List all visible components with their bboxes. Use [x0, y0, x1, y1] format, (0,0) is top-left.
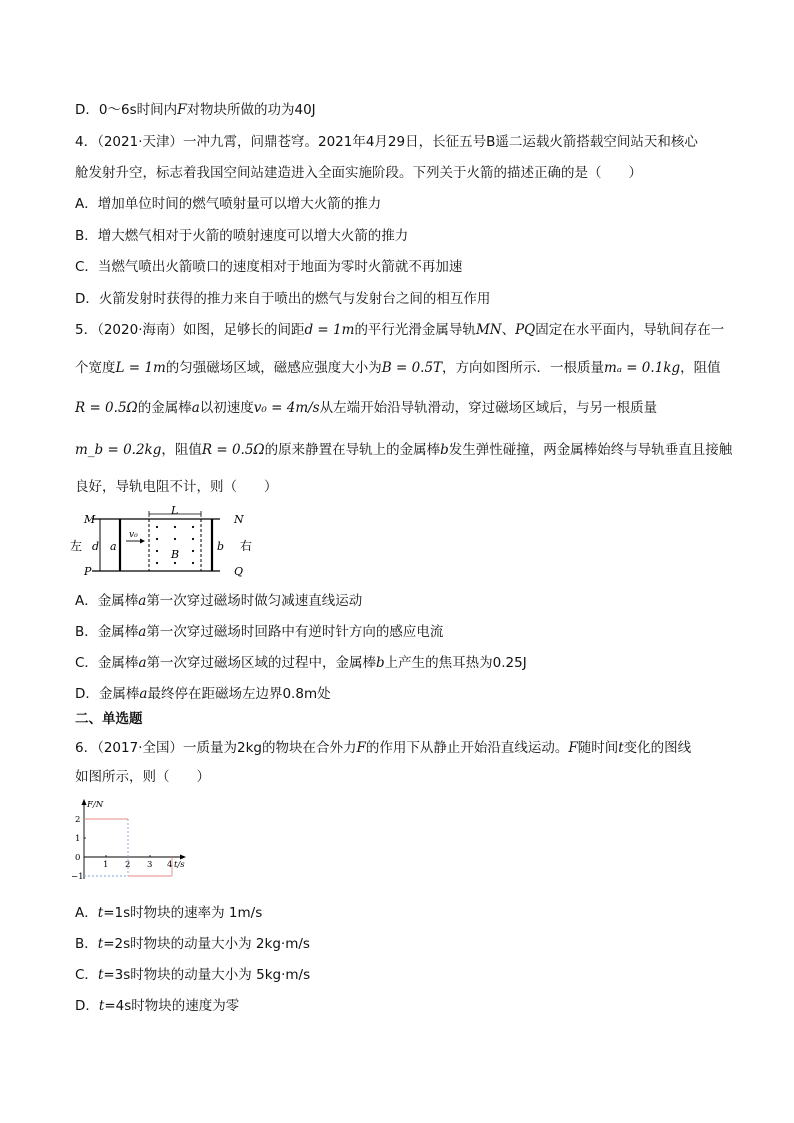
q6-option-a	[75, 903, 262, 923]
var: t	[618, 740, 624, 756]
x-axis-label: t/s	[174, 860, 185, 870]
q5-rail-diagram	[70, 505, 270, 585]
var: t	[97, 936, 104, 952]
q4-option-a: A．增加单位时间的燃气喷射量可以增大火箭的推力	[75, 196, 382, 212]
text: 上产生的焦耳热为0.25J	[384, 655, 527, 671]
var: a	[138, 624, 147, 640]
text: 的匀强磁场区域，磁感应强度大小为	[165, 360, 382, 376]
q5-option-a	[75, 591, 362, 611]
x-tick-label: 2	[125, 860, 131, 870]
text: =1s时物块的速率为 1m/s	[103, 905, 263, 921]
text: 的金属棒	[137, 400, 192, 416]
var: PQ	[515, 322, 536, 338]
formula: B = 0.5T	[381, 360, 443, 376]
q5-stem-line4	[75, 440, 732, 460]
text: =4s时物块的速度为零	[104, 998, 240, 1014]
var: a	[191, 400, 200, 416]
text: 5．（2020·海南）如图，足够长的间距	[75, 322, 305, 338]
y-tick-label: 2	[75, 815, 81, 825]
text: B．金属棒	[75, 624, 139, 640]
q6-option-c	[75, 965, 310, 985]
text: 以初速度	[199, 400, 254, 416]
q5-stem-line2	[75, 358, 721, 378]
text: 第一次穿过磁场时做匀减速直线运动	[146, 593, 363, 609]
text: 的平行光滑金属导轨	[354, 322, 476, 338]
text: C．金属棒	[75, 655, 139, 671]
y-arrow	[82, 799, 87, 805]
q5-stem-line1	[75, 320, 724, 340]
label-a: a	[110, 540, 117, 553]
q6-force-time-graph	[70, 797, 200, 889]
var: F	[356, 740, 366, 756]
formula: R = 0.5Ω	[75, 400, 138, 416]
section-title: 二、单选题	[75, 711, 143, 727]
formula: R = 0.5Ω	[201, 442, 265, 458]
q5-stem-line5: 良好，导轨电阻不计，则（ ）	[75, 479, 278, 495]
formula: m_b = 0.2kg	[75, 442, 162, 458]
q6-option-d	[75, 996, 239, 1016]
var: a	[138, 593, 147, 609]
text: 第一次穿过磁场时回路中有逆时针方向的感应电流	[146, 624, 444, 640]
var: F	[568, 740, 578, 756]
option-text: 0～6s时间内	[98, 102, 178, 118]
text: B．	[75, 936, 98, 952]
formula: v₀ = 4m/s	[253, 400, 320, 416]
text: 最终停在距磁场左边界0.8m处	[147, 686, 331, 702]
y-tick-label: −1	[71, 872, 84, 882]
text: 发生弹性碰撞，两金属棒始终与导轨垂直且接触	[448, 442, 733, 458]
text: ，阻值	[161, 442, 202, 458]
text: 变化的图线	[623, 740, 692, 756]
q5-option-d	[75, 684, 331, 704]
text: A．金属棒	[75, 593, 139, 609]
label-n: N	[234, 513, 244, 526]
option-label: D．	[75, 102, 99, 118]
q4-stem-line1: 4．（2021·天津）一冲九霄，问鼎苍穹。2021年4月29日，长征五号B遥二运载火箭搭载空间站天和核心	[75, 134, 698, 150]
text: 从左端开始沿导轨滑动，穿过磁场区域后，与另一根质量	[319, 400, 658, 416]
label-p: P	[84, 565, 92, 578]
y-tick-label: 1	[75, 834, 81, 844]
text: 6．（2017·全国）一质量为2kg的物块在合外力	[75, 740, 357, 756]
var: t	[97, 905, 104, 921]
text: =2s时物块的动量大小为 2kg·m/s	[103, 936, 310, 952]
text: A．	[75, 905, 98, 921]
q3-option-d	[75, 100, 316, 120]
x-arrow	[180, 855, 186, 860]
text: 随时间	[577, 740, 619, 756]
text: =3s时物块的动量大小为 5kg·m/s	[103, 967, 311, 983]
var: a	[138, 655, 147, 671]
v0-arrowhead	[140, 539, 145, 544]
text: D．	[75, 998, 99, 1014]
label-m: M	[84, 513, 96, 526]
text: 的作用下从静止开始沿直线运动。	[365, 740, 569, 756]
label-l: L	[171, 505, 179, 517]
label-right: 右	[240, 539, 253, 553]
q5-stem-line3	[75, 398, 657, 418]
formula: d = 1m	[304, 322, 355, 338]
q4-stem-line2: 舱发射升空，标志着我国空间站建造进入全面实施阶段。下列关于火箭的描述正确的是（ ）	[75, 165, 642, 181]
q6-stem-line1	[75, 738, 691, 758]
var: a	[139, 686, 148, 702]
label-field-b: B	[171, 548, 180, 561]
y-axis-label: F/N	[87, 800, 104, 810]
text: C．	[75, 967, 98, 983]
label-b: b	[217, 540, 225, 553]
formula: mₐ = 0.1kg	[604, 360, 681, 376]
var: MN	[475, 322, 502, 338]
label-q: Q	[234, 565, 244, 578]
text: 固定在水平面内，导轨间存在一	[535, 322, 725, 338]
label-d: d	[92, 540, 100, 553]
text: ，阻值	[680, 360, 721, 376]
q6-option-b	[75, 934, 310, 954]
q6-stem-line2: 如图所示，则（ ）	[75, 769, 210, 785]
option-text: 对物块所做的功为40J	[186, 102, 316, 118]
var-F: F	[177, 102, 187, 118]
text: 个宽度	[75, 360, 116, 376]
q5-option-c	[75, 653, 527, 673]
text: ，方向如图所示．一根质量	[442, 360, 605, 376]
label-v0: v₀	[129, 530, 138, 540]
q4-option-c: C．当燃气喷出火箭喷口的速度相对于地面为零时火箭就不再加速	[75, 259, 463, 275]
text: 、	[501, 322, 516, 338]
var: b	[440, 442, 449, 458]
text: 第一次穿过磁场区域的过程中，金属棒	[146, 655, 376, 671]
label-left: 左	[70, 539, 83, 553]
var: t	[97, 967, 104, 983]
text: 的原来静置在导轨上的金属棒	[264, 442, 441, 458]
text: D．金属棒	[75, 686, 140, 702]
q4-option-d: D．火箭发射时获得的推力来自于喷出的燃气与发射台之间的相互作用	[75, 291, 491, 307]
var: t	[98, 998, 105, 1014]
formula: L = 1m	[115, 360, 166, 376]
x-tick-label: 1	[103, 860, 109, 870]
x-tick-label: 3	[147, 860, 153, 870]
y-tick-label: 0	[75, 853, 81, 863]
q4-option-b: B．增大燃气相对于火箭的喷射速度可以增大火箭的推力	[75, 228, 409, 244]
q5-option-b	[75, 622, 443, 642]
var: b	[376, 655, 385, 671]
x-tick-label: 4	[167, 860, 173, 870]
